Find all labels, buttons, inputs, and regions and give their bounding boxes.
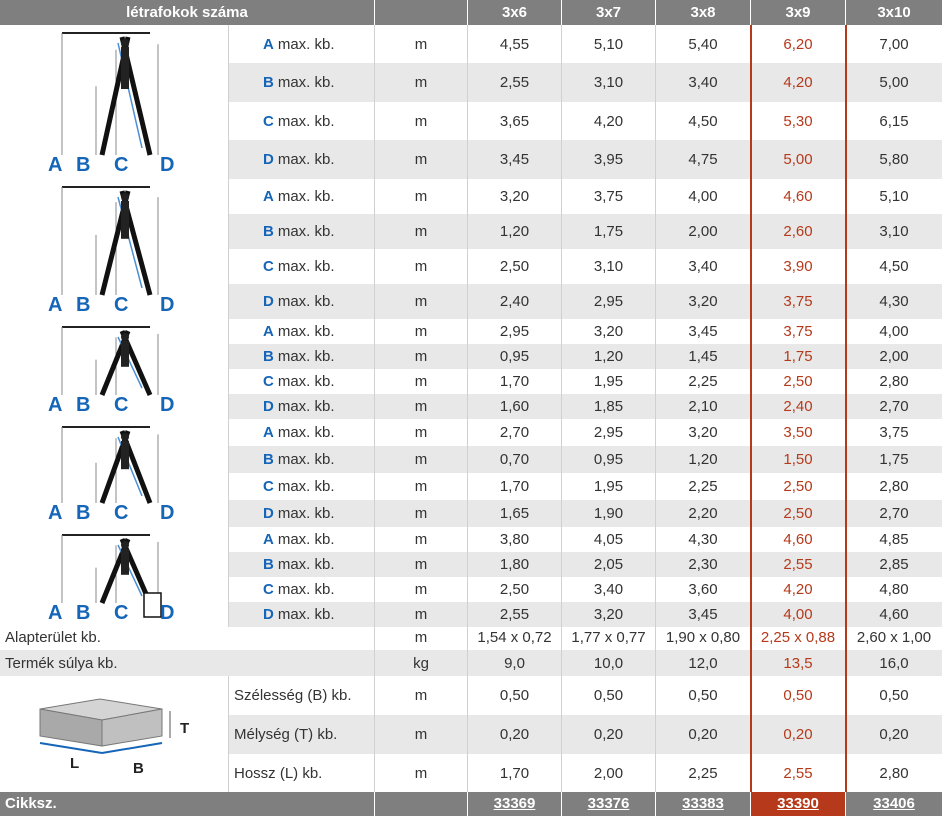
measure-text: max. kb. [277, 35, 335, 53]
measure-label [229, 473, 375, 500]
measure-letter: C [263, 373, 274, 390]
dimension-letter: D [160, 602, 175, 624]
value-cell: 0,20 [656, 715, 751, 754]
value-cell: 1,54 x 0,72 [468, 624, 562, 650]
value-cell: 2,50 [751, 500, 846, 527]
article-link[interactable]: 33390 [777, 795, 819, 812]
measure-text: max. kb. [277, 451, 335, 468]
value-cell: 4,05 [562, 527, 656, 552]
value-cell: 2,30 [656, 552, 751, 577]
value-cell: 12,0 [656, 650, 751, 676]
measure-label [229, 369, 375, 394]
value-cell: 4,60 [751, 179, 846, 214]
unit-cell: kg [375, 650, 468, 676]
value-cell: 1,90 x 0,80 [656, 624, 751, 650]
measure-label [229, 140, 375, 179]
value-cell: 2,80 [879, 764, 909, 782]
unit-cell: m [375, 754, 468, 792]
value-cell: 3,65 [468, 102, 562, 140]
article-number-3x9[interactable] [751, 792, 846, 816]
value-cell: 16,0 [879, 654, 909, 672]
unit-cell: m [375, 63, 468, 102]
dimension-label: Szélesség (B) kb. [229, 676, 375, 715]
article-link[interactable]: 33369 [493, 795, 536, 812]
packaging-box-illustration [0, 676, 229, 792]
value-cell: 2,40 [468, 284, 562, 319]
measure-letter: C [263, 581, 274, 598]
value-cell: 2,40 [751, 394, 846, 419]
dimension-letter: B [76, 294, 91, 316]
measure-label [229, 249, 375, 284]
value-cell: 2,55 [751, 754, 846, 792]
unit-cell: m [375, 394, 468, 419]
unit-cell: m [375, 624, 468, 650]
unit-cell: m [375, 179, 468, 214]
measure-text: max. kb. [277, 606, 335, 623]
value-cell: 2,60 x 1,00 [856, 628, 932, 646]
unit-cell: m [375, 344, 468, 369]
value-cell: 1,20 [562, 344, 656, 369]
value-cell: 2,25 [656, 754, 751, 792]
value-cell: 0,70 [468, 446, 562, 473]
measure-label [229, 214, 375, 249]
measure-letter: D [263, 398, 274, 415]
value-cell: 3,40 [656, 249, 751, 284]
row-label: Alapterület kb. [0, 624, 375, 650]
measure-text: max. kb. [277, 348, 335, 365]
value-cell: 7,00 [879, 35, 909, 53]
value-cell: 1,20 [656, 446, 751, 473]
value-cell: 2,95 [468, 319, 562, 344]
value-cell: 2,00 [879, 348, 909, 365]
value-cell: 0,20 [562, 715, 656, 754]
value-cell: 4,85 [879, 531, 909, 548]
value-cell: 3,75 [751, 319, 846, 344]
value-cell: 4,60 [879, 606, 909, 623]
value-cell: 0,20 [468, 715, 562, 754]
unit-cell: m [375, 214, 468, 249]
article-spacer [375, 792, 468, 816]
article-link[interactable]: 33383 [682, 795, 724, 812]
value-cell: 5,10 [562, 25, 656, 63]
measure-label [229, 419, 375, 446]
article-number-3x7[interactable] [562, 792, 656, 816]
measure-letter: C [263, 112, 274, 130]
dimension-letter: D [160, 394, 175, 416]
measure-letter: D [263, 293, 274, 310]
value-cell: 4,30 [656, 527, 751, 552]
ladder-illustration-1 [0, 25, 229, 179]
value-cell: 3,40 [562, 577, 656, 602]
measure-text: max. kb. [277, 505, 335, 522]
value-cell: 1,75 [562, 214, 656, 249]
value-cell: 2,50 [468, 577, 562, 602]
value-cell: 1,60 [468, 394, 562, 419]
value-cell: 1,75 [879, 451, 909, 468]
header-size-3x7: 3x7 [562, 0, 656, 25]
measure-letter: A [263, 531, 274, 548]
measure-letter: D [263, 606, 274, 623]
value-cell: 2,00 [562, 754, 656, 792]
dimension-letter: B [76, 602, 91, 624]
value-cell: 4,00 [751, 602, 846, 627]
dimension-label: Mélység (T) kb. [229, 715, 375, 754]
value-cell: 3,20 [562, 319, 656, 344]
value-cell: 1,70 [468, 473, 562, 500]
value-cell: 1,45 [656, 344, 751, 369]
measure-letter: A [263, 188, 274, 205]
measure-label [229, 63, 375, 102]
value-cell: 1,50 [751, 446, 846, 473]
value-cell: 13,5 [751, 650, 846, 676]
article-number-3x6[interactable] [468, 792, 562, 816]
value-cell: 2,55 [751, 552, 846, 577]
dimension-letter: C [114, 502, 129, 524]
value-cell: 1,95 [562, 473, 656, 500]
value-cell: 1,77 x 0,77 [562, 624, 656, 650]
value-cell: 4,50 [879, 258, 909, 275]
value-cell: 3,10 [562, 63, 656, 102]
measure-label [229, 25, 375, 63]
measure-text: max. kb. [277, 373, 335, 390]
measure-letter: D [263, 505, 274, 522]
value-cell: 0,50 [656, 676, 751, 715]
value-cell: 0,50 [562, 676, 656, 715]
value-cell: 3,75 [751, 284, 846, 319]
value-cell: 3,50 [751, 419, 846, 446]
value-cell: 2,10 [656, 394, 751, 419]
value-cell: 0,95 [562, 446, 656, 473]
measure-letter: C [263, 258, 274, 275]
unit-cell: m [375, 715, 468, 754]
measure-letter: D [263, 151, 274, 168]
value-cell: 3,60 [656, 577, 751, 602]
unit-cell: m [375, 500, 468, 527]
unit-cell: m [375, 369, 468, 394]
header-size-3x8: 3x8 [656, 0, 751, 25]
value-cell: 4,00 [656, 179, 751, 214]
value-cell: 2,60 [751, 214, 846, 249]
value-cell: 4,75 [656, 140, 751, 179]
value-cell: 5,10 [879, 188, 909, 205]
measure-label [229, 527, 375, 552]
measure-letter: A [263, 323, 274, 340]
measure-label [229, 577, 375, 602]
dimension-letter: D [160, 294, 175, 316]
unit-cell: m [375, 446, 468, 473]
measure-letter: B [263, 451, 274, 468]
measure-text: max. kb. [277, 478, 335, 495]
value-cell: 2,50 [468, 249, 562, 284]
measure-letter: B [263, 223, 274, 240]
unit-cell: m [375, 319, 468, 344]
value-cell: 3,45 [468, 140, 562, 179]
value-cell: 3,75 [879, 424, 909, 441]
dimension-letter: C [114, 602, 129, 624]
measure-letter: A [263, 35, 274, 53]
unit-cell: m [375, 249, 468, 284]
value-cell: 2,50 [751, 369, 846, 394]
unit-cell: m [375, 419, 468, 446]
dimension-letter: C [114, 294, 129, 316]
value-cell: 0,50 [879, 687, 909, 704]
box-letter-t: T [180, 720, 190, 737]
value-cell: 2,00 [656, 214, 751, 249]
value-cell: 0,20 [879, 726, 909, 743]
value-cell: 3,10 [879, 223, 909, 240]
value-cell: 5,80 [879, 151, 909, 168]
measure-text: max. kb. [277, 424, 335, 441]
dimension-label: Hossz (L) kb. [229, 754, 375, 792]
dimension-letter: C [114, 154, 129, 176]
value-cell: 4,20 [562, 102, 656, 140]
article-label: Cikksz. [0, 792, 375, 816]
value-cell: 2,25 [656, 369, 751, 394]
value-cell: 2,80 [879, 478, 909, 495]
value-cell: 2,70 [879, 505, 909, 522]
measure-label [229, 552, 375, 577]
dimension-letter: D [160, 502, 175, 524]
dimension-letter: B [76, 394, 91, 416]
footprint-row [0, 624, 942, 650]
measure-text: max. kb. [277, 531, 335, 548]
dimension-letter: A [48, 602, 63, 624]
dimension-letter: B [76, 502, 91, 524]
value-cell: 3,75 [562, 179, 656, 214]
highlight-left-line [750, 25, 752, 792]
measure-label [229, 446, 375, 473]
measure-letter: B [263, 74, 274, 91]
unit-cell: m [375, 140, 468, 179]
value-cell: 3,80 [468, 527, 562, 552]
box-letter-b: B [133, 760, 144, 777]
value-cell: 2,25 x 0,88 [751, 624, 846, 650]
value-cell: 6,20 [751, 25, 846, 63]
dimension-letter: A [48, 154, 63, 176]
value-cell: 1,20 [468, 214, 562, 249]
measure-text: max. kb. [277, 188, 335, 205]
dimension-letter: C [114, 394, 129, 416]
value-cell: 1,70 [468, 754, 562, 792]
value-cell: 4,80 [879, 581, 909, 598]
value-cell: 3,45 [656, 602, 751, 627]
weight-row [0, 650, 942, 676]
unit-cell: m [375, 577, 468, 602]
unit-cell: m [375, 25, 468, 63]
value-cell: 4,55 [468, 25, 562, 63]
measure-label [229, 102, 375, 140]
value-cell: 3,10 [562, 249, 656, 284]
dimension-letter: D [160, 154, 175, 176]
value-cell: 2,50 [751, 473, 846, 500]
value-cell: 2,55 [468, 602, 562, 627]
value-cell: 3,90 [751, 249, 846, 284]
value-cell: 1,65 [468, 500, 562, 527]
measure-text: max. kb. [277, 556, 335, 573]
measure-text: max. kb. [277, 398, 335, 415]
value-cell: 4,20 [751, 577, 846, 602]
measure-text: max. kb. [277, 581, 335, 598]
unit-cell: m [375, 284, 468, 319]
value-cell: 2,25 [656, 473, 751, 500]
value-cell: 10,0 [562, 650, 656, 676]
measure-letter: C [263, 478, 274, 495]
value-cell: 3,20 [468, 179, 562, 214]
ladder-illustration-4 [0, 419, 229, 527]
measure-letter: A [263, 424, 274, 441]
value-cell: 1,70 [468, 369, 562, 394]
dimension-letter: A [48, 502, 63, 524]
value-cell: 2,85 [879, 556, 909, 573]
value-cell: 3,20 [562, 602, 656, 627]
value-cell: 2,95 [562, 419, 656, 446]
header-spacer [375, 0, 468, 25]
measure-text: max. kb. [277, 258, 335, 275]
ladder-illustration-5 [0, 527, 229, 627]
article-number-3x8[interactable] [656, 792, 751, 816]
value-cell: 4,60 [751, 527, 846, 552]
measure-label [229, 319, 375, 344]
value-cell: 1,75 [751, 344, 846, 369]
unit-cell: m [375, 602, 468, 627]
unit-cell: m [375, 473, 468, 500]
value-cell: 5,00 [751, 140, 846, 179]
value-cell: 4,00 [879, 323, 909, 340]
value-cell: 3,45 [656, 319, 751, 344]
value-cell: 5,40 [656, 25, 751, 63]
value-cell: 2,70 [879, 398, 909, 415]
measure-letter: B [263, 556, 274, 573]
value-cell: 0,50 [468, 676, 562, 715]
article-link[interactable]: 33406 [873, 795, 915, 812]
ladder-illustration-2 [0, 179, 229, 319]
measure-letter: B [263, 348, 274, 365]
measure-text: max. kb. [277, 293, 335, 310]
value-cell: 3,20 [656, 284, 751, 319]
value-cell: 1,95 [562, 369, 656, 394]
header-size-3x6: 3x6 [468, 0, 562, 25]
value-cell: 5,30 [751, 102, 846, 140]
header-size-3x10: 3x10 [846, 0, 942, 25]
value-cell: 3,95 [562, 140, 656, 179]
measure-text: max. kb. [277, 74, 335, 91]
measure-text: max. kb. [277, 151, 335, 168]
value-cell: 4,50 [656, 102, 751, 140]
unit-cell: m [375, 102, 468, 140]
value-cell: 0,20 [751, 715, 846, 754]
unit-cell: m [375, 527, 468, 552]
measure-text: max. kb. [277, 112, 335, 130]
highlight-right-line [845, 25, 847, 792]
value-cell: 6,15 [879, 112, 909, 130]
value-cell: 4,30 [879, 293, 909, 310]
header-title: létrafokok száma [0, 0, 375, 25]
measure-text: max. kb. [277, 323, 335, 340]
value-cell: 1,80 [468, 552, 562, 577]
value-cell: 2,80 [879, 373, 909, 390]
value-cell: 2,95 [562, 284, 656, 319]
value-cell: 3,40 [656, 63, 751, 102]
value-cell: 9,0 [468, 650, 562, 676]
dimension-letter: B [76, 154, 91, 176]
header-size-3x9: 3x9 [751, 0, 846, 25]
value-cell: 0,50 [751, 676, 846, 715]
value-cell: 1,85 [562, 394, 656, 419]
unit-cell: m [375, 676, 468, 715]
article-number-3x10[interactable] [846, 792, 942, 816]
measure-label [229, 179, 375, 214]
measure-text: max. kb. [277, 223, 335, 240]
value-cell: 1,90 [562, 500, 656, 527]
value-cell: 5,00 [879, 74, 909, 91]
measure-label [229, 344, 375, 369]
article-link[interactable]: 33376 [587, 795, 630, 812]
box-letter-l: L [70, 755, 80, 772]
dimension-letter: A [48, 394, 63, 416]
unit-cell: m [375, 552, 468, 577]
value-cell: 2,55 [468, 63, 562, 102]
value-cell: 2,70 [468, 419, 562, 446]
measure-label [229, 394, 375, 419]
row-label: Termék súlya kb. [0, 650, 375, 676]
value-cell: 2,05 [562, 552, 656, 577]
measure-label [229, 284, 375, 319]
value-cell: 0,95 [468, 344, 562, 369]
value-cell: 4,20 [751, 63, 846, 102]
value-cell: 2,20 [656, 500, 751, 527]
measure-label [229, 500, 375, 527]
value-cell: 3,20 [656, 419, 751, 446]
dimension-letter: A [48, 294, 63, 316]
ladder-illustration-3 [0, 319, 229, 419]
